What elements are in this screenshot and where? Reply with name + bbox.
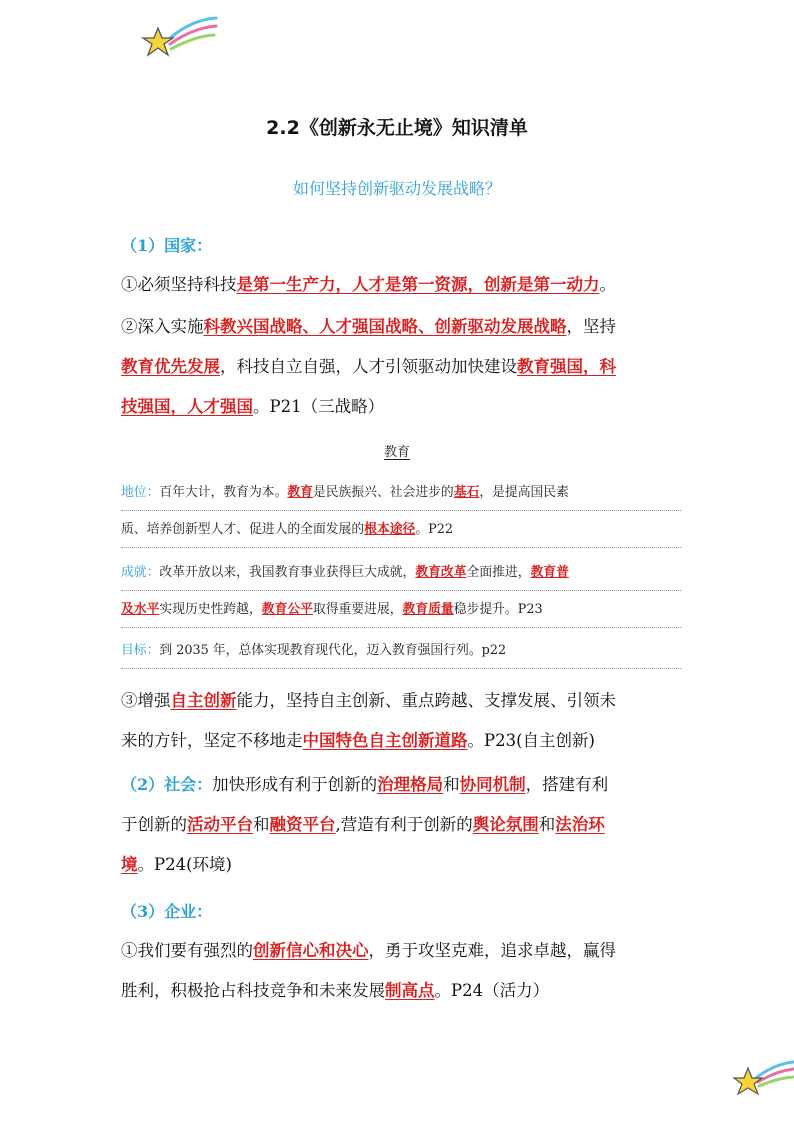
text: ②深入实施: [121, 317, 204, 336]
key-point: 制高点: [385, 981, 435, 1000]
key-point: 教育强国，科: [517, 357, 616, 376]
page-title: 2.2《创新永无止境》知识清单: [266, 117, 528, 139]
text: ，坚持: [566, 317, 616, 336]
key-point: 中国特色自主创新道路: [302, 731, 468, 750]
paragraph-2: [121, 307, 681, 427]
education-notes: 地位：百年大计，教育为本。教育是民族振兴、社会进步的基石，是提高国民素 质、培养创新型人才、促进人的全面发展的根本途径。P22 成就：改革开放以来，我国教育事业获得巨大成就，教育改革全面推进，教育普 及水平实现历史性跨越，教育公平取得重要进展，教育质量稳步提升。P23 目标：到 2035 年，总体实现教育现代化，迈入教育强国行列。p22: [121, 474, 681, 669]
paragraph-enterprise: ①我们要有强烈的创新信心和决心，勇于攻坚克难，追求卓越，赢得 胜利，积极抢占科技竞争和未来发展制高点。P24（活力）: [121, 941, 616, 1000]
key-point: 教育优先发展: [121, 357, 220, 376]
page-subtitle-question: 如何坚持创新驱动发展战略？: [292, 179, 501, 198]
section-heading-enterprise: （3）企业：: [121, 902, 213, 921]
shooting-star-icon: [138, 14, 218, 60]
section-heading-society: （2）社会：: [121, 775, 213, 794]
text: ，科技自立自强，人才引领驱动加快建设: [220, 357, 517, 376]
section-heading-country: （1）国家：: [121, 236, 213, 255]
key-point: 创新信心和决心: [253, 941, 369, 960]
paragraph-3: ③增强自主创新能力，坚持自主创新、重点跨越、支撑发展、引领未 来的方针，坚定不移地走中国特色自主创新道路。P23(自主创新): [121, 691, 616, 750]
key-point: 自主创新: [170, 691, 237, 710]
text: 。P21（三战略）: [253, 397, 385, 416]
label-status: 地位：: [121, 485, 160, 500]
key-point: 科教兴国战略、人才强国战略、创新驱动发展战略: [203, 317, 567, 336]
text: ①必须坚持科技: [121, 275, 237, 294]
education-box-title: 教育: [383, 445, 410, 460]
label-achievement: 成就：: [121, 565, 160, 580]
key-point: 是第一生产力，人才是第一资源，创新是第一动力: [236, 275, 600, 294]
key-point: 技强国，人才强国: [121, 397, 253, 416]
shooting-star-icon: [730, 1058, 794, 1098]
text: 。: [599, 275, 616, 294]
label-goal: 目标：: [121, 643, 160, 658]
paragraph-society: （2）社会：加快形成有利于创新的治理格局和协同机制，搭建有利 于创新的活动平台和融资平台,营造有利于创新的舆论氛围和法治环 境。P24(环境): [121, 775, 609, 874]
paragraph-1: [121, 265, 681, 305]
